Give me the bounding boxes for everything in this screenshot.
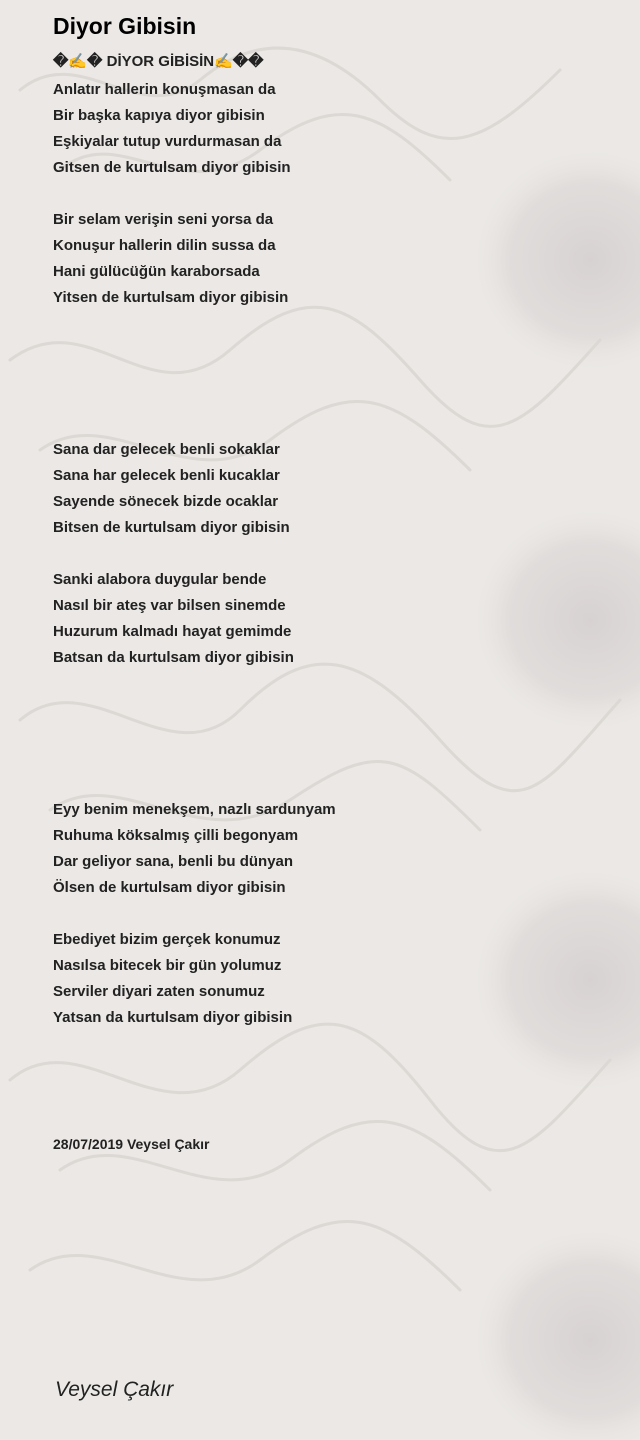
poem-line: Sayende sönecek bizde ocaklar [53, 493, 279, 510]
poem-line: Serviler diyari zaten sonumuz [53, 983, 265, 1000]
poem-line: Sana dar gelecek benli sokaklar [53, 441, 280, 458]
poem-line: Eşkiyalar tutup vurdurmasan da [53, 133, 282, 150]
poem-line: Huzurum kalmadı hayat gemimde [53, 623, 292, 640]
poem-line: Hani gülücüğün karaborsada [53, 263, 260, 280]
poem-line: Ruhuma köksalmış çilli begonyam [53, 827, 299, 844]
poem-line: Nasılsa bitecek bir gün yolumuz [53, 957, 282, 974]
poem-heading-line: �✍� DİYOR GİBİSİN✍�� [53, 53, 264, 70]
poem-title: Diyor Gibisin [53, 13, 197, 39]
poem-line: Sana har gelecek benli kucaklar [53, 467, 280, 484]
poem-line: Dar geliyor sana, benli bu dünyan [53, 853, 294, 870]
poem-line: Ölsen de kurtulsam diyor gibisin [53, 879, 286, 896]
poem-line: Yatsan da kurtulsam diyor gibisin [53, 1009, 293, 1026]
author-signature: Veysel Çakır [55, 1378, 174, 1401]
poem-line: Bir başka kapıya diyor gibisin [53, 107, 265, 124]
poem-line: Konuşur hallerin dilin sussa da [53, 237, 276, 254]
poem-line: Eyy benim menekşem, nazlı sardunyam [53, 801, 336, 818]
poem-line: Sanki alabora duygular bende [53, 571, 267, 588]
poem-line: Bitsen de kurtulsam diyor gibisin [53, 519, 290, 536]
poem-line: Yitsen de kurtulsam diyor gibisin [53, 289, 289, 306]
poem-line: Nasıl bir ateş var bilsen sinemde [53, 597, 286, 614]
poem-line: Gitsen de kurtulsam diyor gibisin [53, 159, 291, 176]
poem-line: Batsan da kurtulsam diyor gibisin [53, 649, 294, 666]
poem-line: Ebediyet bizim gerçek konumuz [53, 931, 281, 948]
poem-line: Anlatır hallerin konuşmasan da [53, 81, 276, 98]
poem-line: Bir selam verişin seni yorsa da [53, 211, 274, 228]
poem-date-author: 28/07/2019 Veysel Çakır [53, 1136, 210, 1152]
